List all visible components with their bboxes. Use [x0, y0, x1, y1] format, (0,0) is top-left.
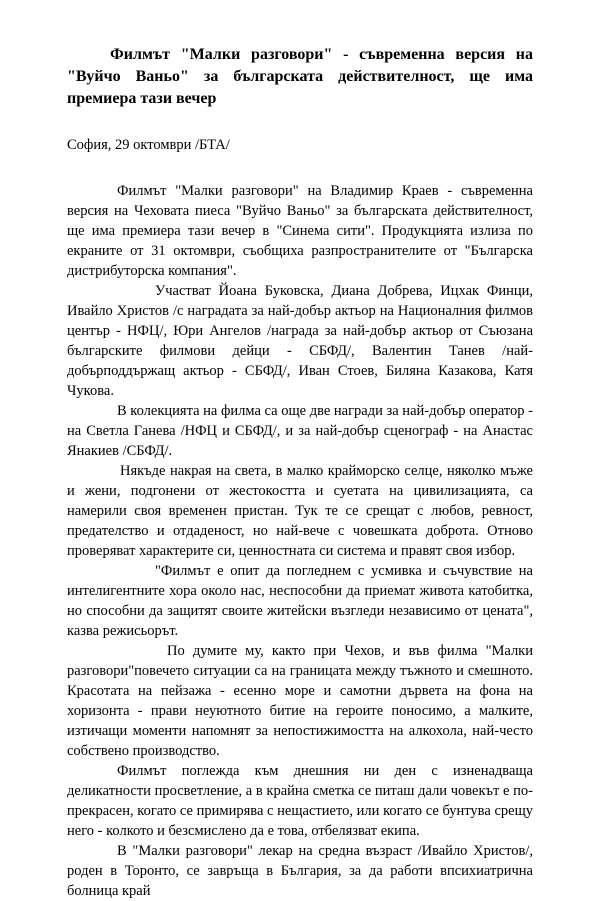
paragraph: "Филмът е опит да погледнем с усмивка и съчувствие на интелигентните хора около нас, неспособни да приемат живота катобитка, но способни да защитят своите житейски възгледи независимо от цената", казва режисьорът. — [67, 563, 533, 639]
article-dateline: София, 29 октомври /БТА/ — [67, 137, 230, 153]
paragraph: В колекцията на филма са още две награди за най-добър оператор - на Светла Ганева /НФЦ и СБФД/, и за най-добър сценограф - на Анастас Янакиев /СБФД/. — [67, 403, 533, 459]
paragraph: Участват Йоана Буковска, Диана Добрева, Ицхак Финци, Ивайло Христов /с наградата за най-добър актьор на Националния филмов център - НФЦ/, Юри Ангелов /награда за най-добър актьор от Съюзана българските филмови дейци - СБФД/, Валентин Танев /най-добърподдържащ актьор - СБФД/, Иван Стоев, Биляна Казакова, Катя Чукова. — [67, 283, 533, 399]
paragraph: Филмът поглежда към днешния ни ден с изненадваща деликатности просветление, а в крайна сметка се питаш дали човекът е по-прекрасен, когато се примирява с нещастието, или когато се бунтува срещу него - колкото и безсмислено да е това, отбелязват екипа. — [67, 763, 533, 839]
article-body — [67, 181, 533, 901]
paragraph: Някъде накрая на света, в малко крайморско селце, няколко мъже и жени, подгонени от жестокостта и суетата на цивилизацията, са намерили своя временен пристан. Тук те се срещат с любов, ревност, предателство и отдаденост, но най-вече с човешката доброта. Отново проверяват характерите си, ценностната си система и правят своя избор. — [67, 463, 533, 559]
paragraph: По думите му, както при Чехов, и във филма "Малки разговори"повечето ситуации са на границата между тъжното и смешното. Красотата на пейзажа - есенно море и самотни дървета на фона на хоризонта - прави неуютното битие на героите поносимо, а малките, изтичащи моменти напомнят за непостижимостта на алкохола, най-често собствено производство. — [67, 643, 533, 759]
paragraph: В "Малки разговори" лекар на средна възраст /Ивайло Христов/, роден в Торонто, се завръща в България, за да работи впсихиатрична болница край — [67, 843, 533, 899]
paragraph: Филмът "Малки разговори" на Владимир Краев - съвременна версия на Чеховата пиеса "Вуйчо Ваньо" за българската действителност, ще има премиера тази вечер в "Синема сити". Продукцията излиза по екраните от 31 октомври, съобщиха разпространителите от "Българска дистрибуторска компания". — [67, 183, 533, 279]
article-title: Филмът "Малки разговори" - съвременна версия на "Вуйчо Ваньо" за българската действителност, ще има премиера тази вечер — [67, 46, 533, 107]
